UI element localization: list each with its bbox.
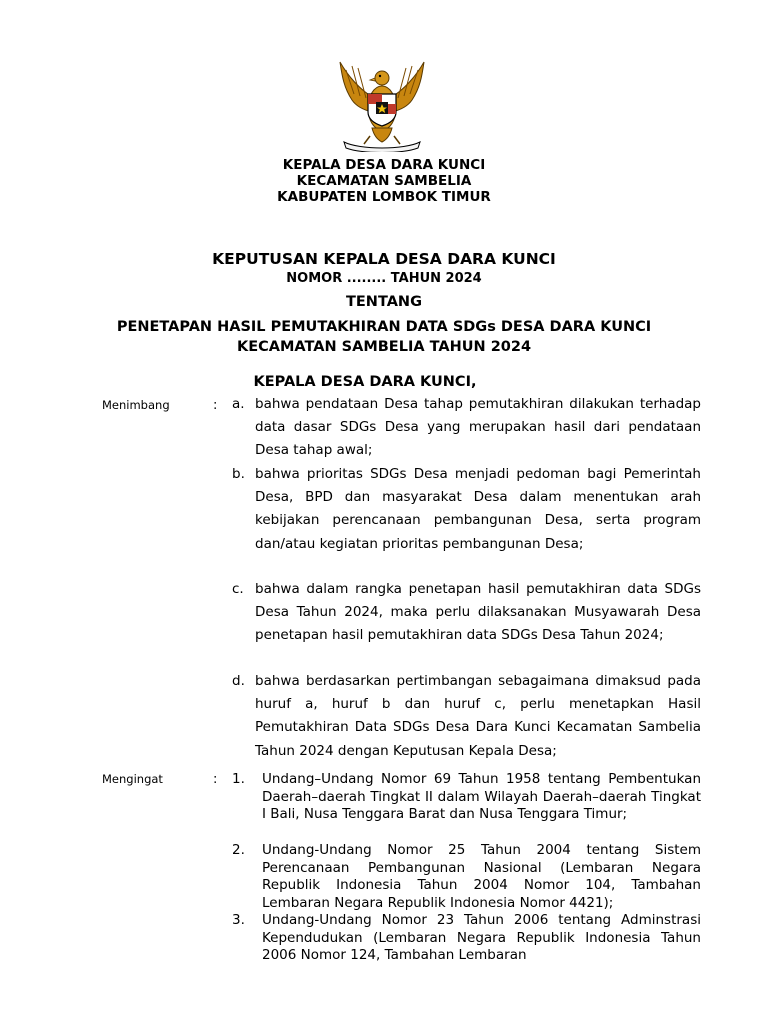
mengingat-label: Mengingat xyxy=(102,772,163,786)
mengingat-item-1: Undang–Undang Nomor 69 Tahun 1958 tentang Pembentukan Daerah–daerah Tingkat II dalam Wilayah Daerah–daerah Tingkat I Bali, Nusa Tenggara Barat dan Nusa Tenggara Timur; xyxy=(262,771,701,823)
authority-heading: KEPALA DESA DARA KUNCI, xyxy=(253,374,477,390)
decree-title: KEPUTUSAN KEPALA DESA DARA KUNCI xyxy=(212,250,556,268)
menimbang-item-d: bahwa berdasarkan pertimbangan sebagaimana dimaksud pada huruf a, huruf b dan huruf c, perlu menetapkan Hasil Pemutakhiran Data SDGs Desa Dara Kunci Kecamatan Sambelia Tahun 2024 dengan Keputusan Kepala Desa; xyxy=(255,673,701,759)
decree-number: NOMOR ........ TAHUN 2024 xyxy=(286,271,482,286)
menimbang-item-a: bahwa pendataan Desa tahap pemutakhiran dilakukan terhadap data dasar SDGs Desa yang merupakan hasil dari pendataan Desa tahap awal; xyxy=(255,396,701,459)
garuda-emblem-icon xyxy=(330,58,434,152)
header-line-regency: KABUPATEN LOMBOK TIMUR xyxy=(277,189,491,205)
mengingat-marker-1: 1. xyxy=(232,771,245,787)
menimbang-marker-c: c. xyxy=(232,581,244,597)
mengingat-item-2: Undang-Undang Nomor 25 Tahun 2004 tentang Sistem Perencanaan Pembangunan Nasional (Lembaran Negara Republik Indonesia Tahun 2004 Nomor 104, Tambahan Lembaran Negara Republik Indonesia Nomor 4421); xyxy=(262,842,701,912)
menimbang-colon: : xyxy=(213,398,218,413)
menimbang-item-b: bahwa prioritas SDGs Desa menjadi pedoman bagi Pemerintah Desa, BPD dan masyarakat Desa dalam menentukan arah kebijakan perencanaan pembangunan Desa, serta program dan/atau kegiatan prioritas pembangunan Desa; xyxy=(255,466,701,552)
mengingat-colon: : xyxy=(213,772,218,787)
header-line-district: KECAMATAN SAMBELIA xyxy=(296,173,472,189)
menimbang-marker-b: b. xyxy=(232,466,245,482)
menimbang-marker-d: d. xyxy=(232,673,245,689)
menimbang-item-c: bahwa dalam rangka penetapan hasil pemutakhiran data SDGs Desa Tahun 2024, maka perlu dilaksanakan Musyawarah Desa penetapan hasil pemutakhiran data SDGs Desa Tahun 2024; xyxy=(255,581,701,644)
header-line-village: KEPALA DESA DARA KUNCI xyxy=(282,157,486,173)
mengingat-marker-2: 2. xyxy=(232,842,245,858)
subject-line-2: KECAMATAN SAMBELIA TAHUN 2024 xyxy=(236,339,532,355)
tentang-heading: TENTANG xyxy=(346,294,422,310)
mengingat-marker-3: 3. xyxy=(232,912,245,928)
mengingat-item-3: Undang-Undang Nomor 23 Tahun 2006 tentang Adminstrasi Kependudukan (Lembaran Negara Republik Indonesia Tahun 2006 Nomor 124, Tambahan Lembaran xyxy=(262,912,701,964)
subject-line-1: PENETAPAN HASIL PEMUTAKHIRAN DATA SDGs DESA DARA KUNCI xyxy=(116,319,652,335)
menimbang-marker-a: a. xyxy=(232,396,245,412)
menimbang-label: Menimbang xyxy=(102,398,170,412)
